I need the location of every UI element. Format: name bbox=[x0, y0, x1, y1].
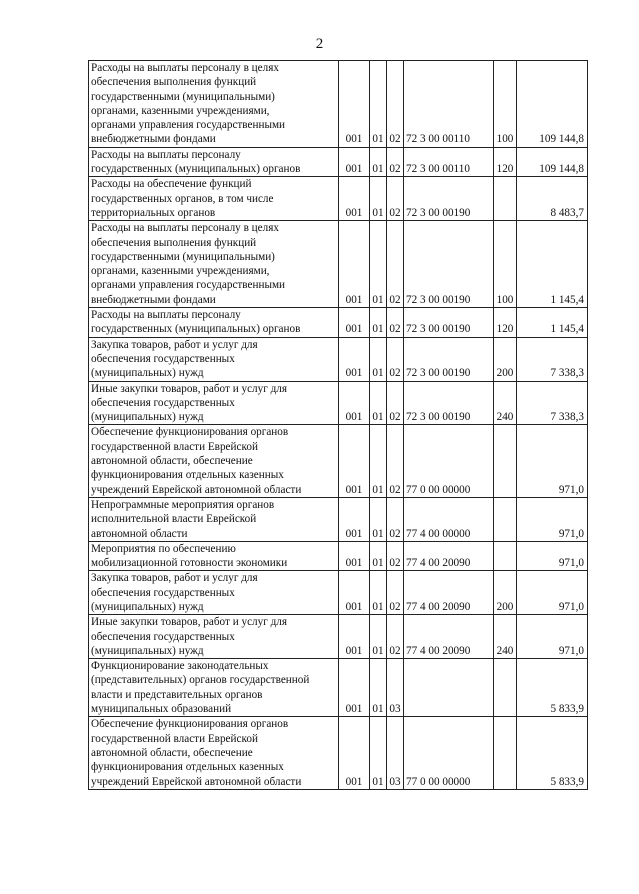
row-sum-cell: 971,0 bbox=[517, 571, 588, 615]
row-rz-code-cell: 01 bbox=[370, 61, 387, 148]
table-row bbox=[89, 541, 588, 571]
row-name-cell: Закупка товаров, работ и услуг для обеспечения государственных (муниципальных) нужд bbox=[89, 337, 339, 381]
row-sum-cell: 5 833,9 bbox=[517, 659, 588, 717]
row-rz-code-cell: 01 bbox=[370, 717, 387, 789]
row-name-cell: Мероприятия по обеспечению мобилизационной готовности экономики bbox=[89, 541, 339, 571]
row-sum-cell: 971,0 bbox=[517, 541, 588, 571]
table-row bbox=[89, 571, 588, 615]
row-sum-cell: 1 145,4 bbox=[517, 308, 588, 338]
row-name-cell: Закупка товаров, работ и услуг для обеспечения государственных (муниципальных) нужд bbox=[89, 571, 339, 615]
budget-table-body bbox=[89, 61, 588, 790]
row-rz-code-cell: 01 bbox=[370, 659, 387, 717]
row-pr-code-cell: 03 bbox=[387, 717, 404, 789]
row-rz-code-cell: 01 bbox=[370, 541, 387, 571]
row-gr-code-cell: 001 bbox=[339, 337, 370, 381]
row-name-cell: Функционирование законодательных (представительных) органов государственной власти и представительных органов муниципальных образований bbox=[89, 659, 339, 717]
row-rz-code-cell: 01 bbox=[370, 308, 387, 338]
row-name-cell: Расходы на выплаты персоналу государственных (муниципальных) органов bbox=[89, 147, 339, 177]
row-target-article-cell: 72 3 00 00190 bbox=[404, 337, 494, 381]
row-rz-code-cell: 01 bbox=[370, 615, 387, 659]
row-expense-type-cell bbox=[494, 659, 517, 717]
row-sum-cell: 8 483,7 bbox=[517, 177, 588, 221]
row-sum-cell: 109 144,8 bbox=[517, 147, 588, 177]
row-rz-code-cell: 01 bbox=[370, 497, 387, 541]
row-pr-code-cell: 02 bbox=[387, 497, 404, 541]
table-row bbox=[89, 337, 588, 381]
row-target-article-cell: 72 3 00 00190 bbox=[404, 221, 494, 308]
row-pr-code-cell: 02 bbox=[387, 541, 404, 571]
row-name-cell: Расходы на выплаты персоналу в целях обеспечения выполнения функций государственными (муниципальными) органами, казенными учреждениями, органами управления государственными внебюджетными фондами bbox=[89, 221, 339, 308]
row-sum-cell: 1 145,4 bbox=[517, 221, 588, 308]
row-rz-code-cell: 01 bbox=[370, 177, 387, 221]
row-target-article-cell: 77 0 00 00000 bbox=[404, 717, 494, 789]
row-expense-type-cell bbox=[494, 541, 517, 571]
row-expense-type-cell bbox=[494, 177, 517, 221]
row-target-article-cell: 77 4 00 20090 bbox=[404, 541, 494, 571]
row-gr-code-cell: 001 bbox=[339, 659, 370, 717]
row-name-cell: Обеспечение функционирования органов государственной власти Еврейской автономной области, обеспечение функционирования отдельных казенных учреждений Еврейской автономной области bbox=[89, 717, 339, 789]
row-name-cell: Расходы на выплаты персоналу в целях обеспечения выполнения функций государственными (муниципальными) органами, казенными учреждениями, органами управления государственными внебюджетными фондами bbox=[89, 61, 339, 148]
row-sum-cell: 7 338,3 bbox=[517, 381, 588, 425]
row-pr-code-cell: 02 bbox=[387, 177, 404, 221]
row-pr-code-cell: 03 bbox=[387, 659, 404, 717]
row-pr-code-cell: 02 bbox=[387, 61, 404, 148]
row-pr-code-cell: 02 bbox=[387, 308, 404, 338]
table-row bbox=[89, 61, 588, 148]
row-expense-type-cell: 200 bbox=[494, 571, 517, 615]
row-name-cell: Иные закупки товаров, работ и услуг для обеспечения государственных (муниципальных) нужд bbox=[89, 381, 339, 425]
table-row bbox=[89, 221, 588, 308]
row-sum-cell: 971,0 bbox=[517, 425, 588, 497]
row-name-cell: Иные закупки товаров, работ и услуг для обеспечения государственных (муниципальных) нужд bbox=[89, 615, 339, 659]
table-row bbox=[89, 659, 588, 717]
row-gr-code-cell: 001 bbox=[339, 147, 370, 177]
row-pr-code-cell: 02 bbox=[387, 571, 404, 615]
row-pr-code-cell: 02 bbox=[387, 337, 404, 381]
row-gr-code-cell: 001 bbox=[339, 425, 370, 497]
row-target-article-cell bbox=[404, 659, 494, 717]
table-row bbox=[89, 147, 588, 177]
budget-table bbox=[88, 60, 588, 790]
row-gr-code-cell: 001 bbox=[339, 221, 370, 308]
row-sum-cell: 971,0 bbox=[517, 615, 588, 659]
row-target-article-cell: 72 3 00 00110 bbox=[404, 147, 494, 177]
row-gr-code-cell: 001 bbox=[339, 177, 370, 221]
row-sum-cell: 5 833,9 bbox=[517, 717, 588, 789]
table-row bbox=[89, 308, 588, 338]
table-row bbox=[89, 497, 588, 541]
row-expense-type-cell: 120 bbox=[494, 147, 517, 177]
row-gr-code-cell: 001 bbox=[339, 308, 370, 338]
row-name-cell: Расходы на обеспечение функций государственных органов, в том числе территориальных органов bbox=[89, 177, 339, 221]
row-rz-code-cell: 01 bbox=[370, 337, 387, 381]
row-target-article-cell: 77 4 00 00000 bbox=[404, 497, 494, 541]
table-row bbox=[89, 381, 588, 425]
row-target-article-cell: 77 4 00 20090 bbox=[404, 571, 494, 615]
row-expense-type-cell: 240 bbox=[494, 381, 517, 425]
page-number: 2 bbox=[315, 36, 324, 52]
row-target-article-cell: 72 3 00 00190 bbox=[404, 177, 494, 221]
row-pr-code-cell: 02 bbox=[387, 147, 404, 177]
row-rz-code-cell: 01 bbox=[370, 425, 387, 497]
row-sum-cell: 109 144,8 bbox=[517, 61, 588, 148]
row-pr-code-cell: 02 bbox=[387, 425, 404, 497]
row-rz-code-cell: 01 bbox=[370, 381, 387, 425]
row-gr-code-cell: 001 bbox=[339, 717, 370, 789]
row-pr-code-cell: 02 bbox=[387, 615, 404, 659]
table-row bbox=[89, 717, 588, 789]
table-row bbox=[89, 425, 588, 497]
row-expense-type-cell bbox=[494, 497, 517, 541]
row-expense-type-cell bbox=[494, 717, 517, 789]
row-gr-code-cell: 001 bbox=[339, 541, 370, 571]
row-rz-code-cell: 01 bbox=[370, 147, 387, 177]
row-name-cell: Обеспечение функционирования органов государственной власти Еврейской автономной области, обеспечение функционирования отдельных казенных учреждений Еврейской автономной области bbox=[89, 425, 339, 497]
table-row bbox=[89, 615, 588, 659]
row-pr-code-cell: 02 bbox=[387, 221, 404, 308]
row-name-cell: Расходы на выплаты персоналу государственных (муниципальных) органов bbox=[89, 308, 339, 338]
row-expense-type-cell bbox=[494, 425, 517, 497]
row-target-article-cell: 72 3 00 00190 bbox=[404, 381, 494, 425]
row-target-article-cell: 77 0 00 00000 bbox=[404, 425, 494, 497]
row-rz-code-cell: 01 bbox=[370, 571, 387, 615]
row-name-cell: Непрограммные мероприятия органов исполнительной власти Еврейской автономной области bbox=[89, 497, 339, 541]
row-expense-type-cell: 100 bbox=[494, 221, 517, 308]
row-expense-type-cell: 240 bbox=[494, 615, 517, 659]
row-sum-cell: 971,0 bbox=[517, 497, 588, 541]
row-expense-type-cell: 120 bbox=[494, 308, 517, 338]
row-target-article-cell: 77 4 00 20090 bbox=[404, 615, 494, 659]
row-gr-code-cell: 001 bbox=[339, 61, 370, 148]
row-target-article-cell: 72 3 00 00110 bbox=[404, 61, 494, 148]
row-sum-cell: 7 338,3 bbox=[517, 337, 588, 381]
row-expense-type-cell: 200 bbox=[494, 337, 517, 381]
row-target-article-cell: 72 3 00 00190 bbox=[404, 308, 494, 338]
row-gr-code-cell: 001 bbox=[339, 381, 370, 425]
row-rz-code-cell: 01 bbox=[370, 221, 387, 308]
table-row bbox=[89, 177, 588, 221]
row-pr-code-cell: 02 bbox=[387, 381, 404, 425]
row-gr-code-cell: 001 bbox=[339, 571, 370, 615]
row-gr-code-cell: 001 bbox=[339, 615, 370, 659]
row-gr-code-cell: 001 bbox=[339, 497, 370, 541]
row-expense-type-cell: 100 bbox=[494, 61, 517, 148]
